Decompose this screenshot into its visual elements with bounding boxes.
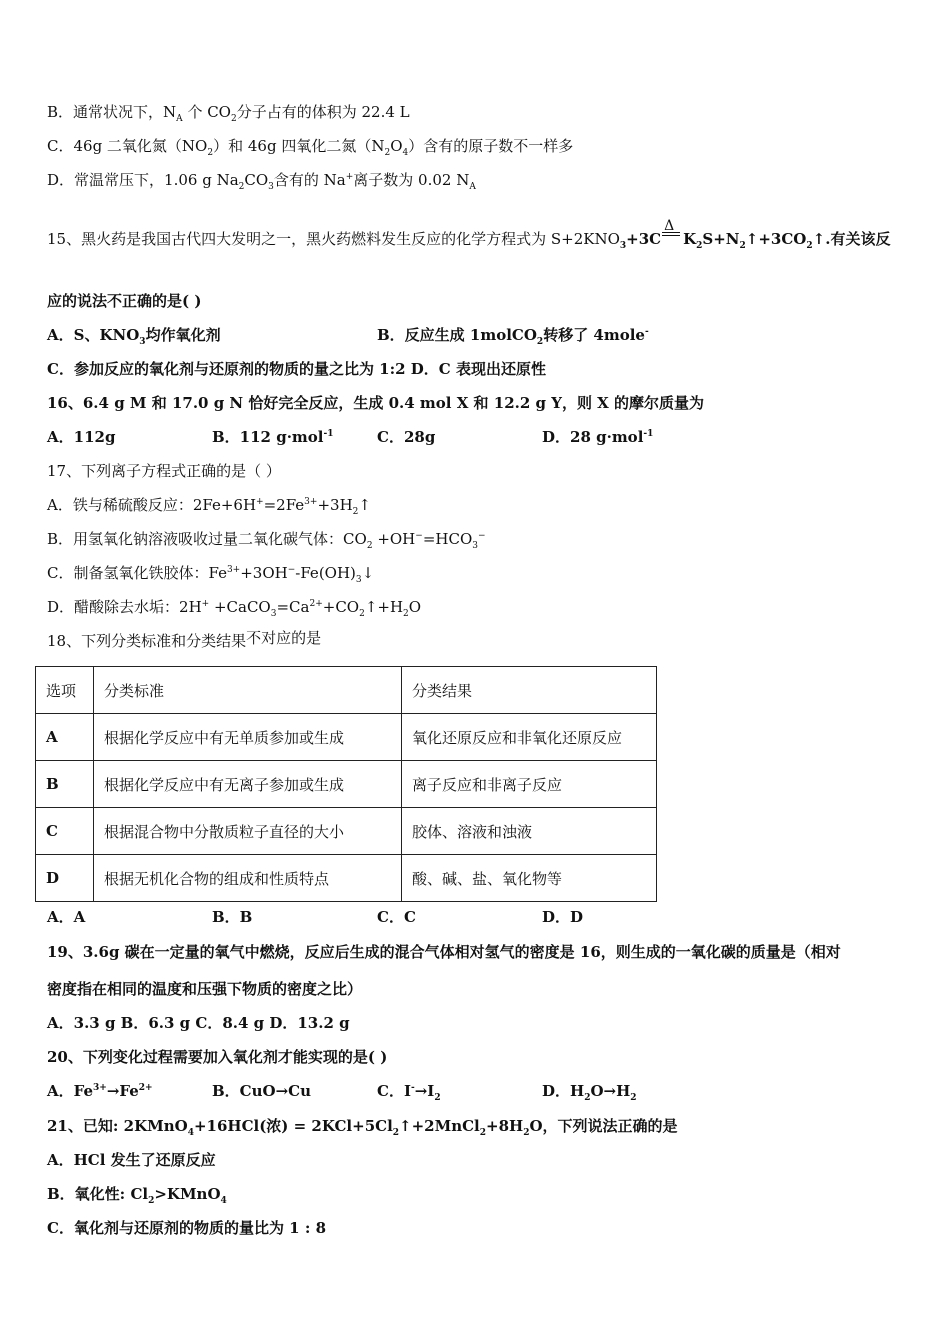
table-cell: 根据混合物中分散质粒子直径的大小 xyxy=(94,808,402,855)
q16-option-b: B．112 g·mol$^{-1}$ xyxy=(212,428,334,446)
q15-stem: 15、黑火药是我国古代四大发明之一，黑火药燃料发生反应的化学方程式为 $S+2KNO_3+3C$ Δ $K_2S+N_2↑+3CO_2↑$.有关该反 xyxy=(47,218,891,251)
table-cell: C xyxy=(36,808,94,855)
table-cell: 胶体、溶液和浊液 xyxy=(402,808,657,855)
q18-option-d: D．D xyxy=(542,908,584,926)
table-cell: 氧化还原反应和非氧化还原反应 xyxy=(402,714,657,761)
q16-option-d: D．28 g·mol$^{-1}$ xyxy=(542,428,654,446)
q20-option-a: A．$Fe^{3+}\to Fe^{2+}$ xyxy=(47,1082,153,1100)
table-row xyxy=(36,714,657,761)
q16-option-c: C．28g xyxy=(377,428,436,446)
q21-stem: 21、已知: 2KMnO$_4$+16HCl(浓) = $2KCl+5Cl_2↑+2MnCl_2+8H_2O$，下列说法正确的是 xyxy=(47,1117,678,1138)
q17-option-c: C．制备氢氧化铁胶体：$Fe^{3+}+3OH^--Fe(OH)_3↓$ xyxy=(47,564,375,585)
q18-option-a: A．A xyxy=(47,908,86,926)
q14-option-b: B．通常状况下，$N_A$ 个 $CO_2$分子占有的体积为 22.4 L xyxy=(47,103,410,124)
q19-options: A．3.3 g B．6.3 g C．8.4 g D．13.2 g xyxy=(47,1014,350,1032)
q21-option-c: C．氧化剂与还原剂的物质的量比为 1 : 8 xyxy=(47,1219,327,1237)
q15-option-b: B．反应生成 1molCO$_2$转移了 4mole- xyxy=(377,326,649,347)
q15-option-cd: C．参加反应的氧化剂与还原剂的物质的量之比为 1:2 D．C 表现出还原性 xyxy=(47,360,546,378)
table-header-cell: 分类结果 xyxy=(402,667,657,714)
q21-option-a: A．HCl 发生了还原反应 xyxy=(47,1151,216,1169)
q17-option-d: D．醋酸除去水垢：$2H^+ +CaCO_3=Ca^{2+}+CO_2↑+H_2O$ xyxy=(47,598,422,619)
table-cell: B xyxy=(36,761,94,808)
table-row xyxy=(36,808,657,855)
q18-option-c: C．C xyxy=(377,908,416,926)
q17-option-b: B．用氢氧化钠溶液吸收过量二氧化碳气体：$CO_2 +OH^-=HCO_3^-$ xyxy=(47,530,486,551)
q18-stem: 18、下列分类标准和分类结果不对应的是 xyxy=(47,629,322,650)
q17-option-a: A．铁与稀硫酸反应：$2Fe+6H^+=2Fe^{3+}+3H_2↑$ xyxy=(47,496,371,517)
q20-option-b: B．CuO→Cu xyxy=(212,1082,312,1100)
table-header-row xyxy=(36,667,657,714)
q19-stem: 19、3.6g 碳在一定量的氧气中燃烧，反应后生成的混合气体相对氢气的密度是 16，则生成的一氧化碳的质量是（相对 xyxy=(47,943,841,961)
q14-option-c: C．46g 二氧化氮$(NO_2)$和 46g 四氧化二氮$(N_2O_4)$含有的原子数不一样多 xyxy=(47,137,574,158)
q15-option-a: A．S、$KNO_3$均作氧化剂 xyxy=(47,326,221,347)
table-cell: 离子反应和非离子反应 xyxy=(402,761,657,808)
table-row xyxy=(36,761,657,808)
q15-stem-cont: 应的说法不正确的是( ) xyxy=(47,292,202,310)
q17-stem: 17、下列离子方程式正确的是（ ） xyxy=(47,462,281,480)
classification-table xyxy=(35,666,657,902)
q14-option-d: D．常温常压下，1.06 g $Na_2CO_3$含有的 Na+离子数为 0.02 $N_A$ xyxy=(47,171,476,192)
table-header-cell: 分类标准 xyxy=(94,667,402,714)
table-cell: 根据化学反应中有无离子参加或生成 xyxy=(94,761,402,808)
q16-option-a: A．112g xyxy=(47,428,116,446)
q20-stem: 20、下列变化过程需要加入氧化剂才能实现的是( ) xyxy=(47,1048,388,1066)
q20-option-d: D．$H_2O\to H_2$ xyxy=(542,1082,637,1103)
table-cell: 酸、碱、盐、氧化物等 xyxy=(402,855,657,902)
q20-option-c: C．$I^-\to I_2$ xyxy=(377,1082,441,1103)
table-cell: D xyxy=(36,855,94,902)
q19-stem-cont: 密度指在相同的温度和压强下物质的密度之比） xyxy=(47,980,363,998)
table-cell: 根据化学反应中有无单质参加或生成 xyxy=(94,714,402,761)
q16-stem: 16、6.4 g M 和 17.0 g N 恰好完全反应，生成 0.4 mol X 和 12.2 g Y，则 X 的摩尔质量为 xyxy=(47,394,705,412)
table-cell: A xyxy=(36,714,94,761)
table-header-cell: 选项 xyxy=(36,667,94,714)
table-row xyxy=(36,855,657,902)
q21-option-b: B．氧化性: $Cl_2>KMnO_4$ xyxy=(47,1185,227,1206)
table-cell: 根据无机化合物的组成和性质特点 xyxy=(94,855,402,902)
q18-option-b: B．B xyxy=(212,908,253,926)
